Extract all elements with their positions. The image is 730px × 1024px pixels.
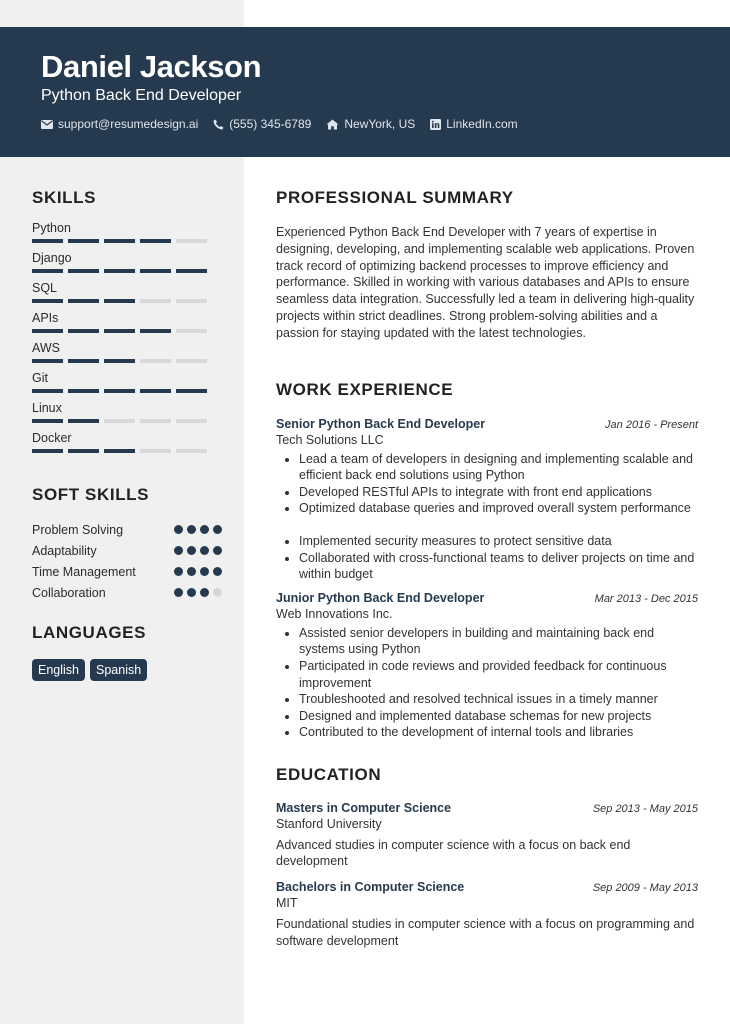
candidate-name: Daniel Jackson — [41, 49, 262, 84]
skill-name: Linux — [32, 401, 62, 415]
skill-level-segment — [140, 359, 171, 363]
job-bullet: • Developed RESTful APIs to integrate with front end applications — [299, 484, 698, 501]
skill-level-segment — [68, 269, 99, 273]
school-name: Stanford University — [276, 816, 382, 831]
skill-level-bar — [32, 329, 222, 333]
skill-level-segment — [140, 449, 171, 453]
skill-level-segment — [176, 449, 207, 453]
skill-level-segment — [104, 239, 135, 243]
soft-skill-item — [32, 585, 222, 601]
skill-level-segment — [32, 299, 63, 303]
soft-skill-name: Time Management — [32, 565, 136, 579]
skill-level-segment — [104, 389, 135, 393]
rating-dot — [213, 525, 222, 534]
skill-item — [32, 281, 222, 311]
education-dates: Sep 2009 - May 2013 — [592, 882, 698, 895]
soft-skill-rating — [174, 525, 222, 538]
skill-level-segment — [104, 359, 135, 363]
contact-bar — [41, 117, 518, 131]
skill-level-segment — [68, 359, 99, 363]
skill-level-segment — [104, 329, 135, 333]
job-bullet: • Troubleshooted and resolved technical issues in a timely manner — [299, 691, 698, 708]
contact-phone-text: (555) 345-6789 — [229, 117, 312, 131]
soft-skills-list — [32, 522, 222, 601]
job-entry — [276, 417, 698, 583]
skill-level-segment — [104, 419, 135, 423]
skill-level-bar — [32, 359, 222, 363]
education-heading: EDUCATION — [276, 764, 382, 784]
contact-location — [326, 117, 415, 131]
soft-skill-name: Collaboration — [32, 586, 106, 600]
job-bullet: • Contributed to the development of internal tools and libraries — [299, 724, 698, 741]
job-bullet: • Optimized database queries and improved overall system performance — [299, 500, 698, 517]
job-bullets — [276, 625, 698, 741]
skill-level-segment — [140, 239, 171, 243]
job-title: Junior Python Back End Developer — [276, 590, 485, 605]
skill-item — [32, 401, 222, 431]
skill-level-bar — [32, 239, 222, 243]
skill-level-segment — [140, 329, 171, 333]
contact-phone[interactable] — [213, 117, 311, 131]
language-tag-spanish: Spanish — [90, 659, 147, 681]
skill-level-segment — [32, 329, 63, 333]
degree-title: Bachelors in Computer Science — [276, 880, 465, 895]
rating-dot — [200, 567, 209, 576]
skill-level-segment — [104, 299, 135, 303]
skill-item — [32, 371, 222, 401]
skill-level-segment — [68, 329, 99, 333]
contact-linkedin-text: LinkedIn.com — [446, 117, 518, 131]
job-bullet: • Designed and implemented database schemas for new projects — [299, 708, 698, 725]
job-bullet: • Participated in code reviews and provided feedback for continuous improvement — [299, 658, 698, 691]
rating-dot — [187, 567, 196, 576]
rating-dot — [174, 567, 183, 576]
job-dates: Mar 2013 - Dec 2015 — [594, 592, 698, 605]
education-description: Foundational studies in computer science with a focus on programming and software development — [276, 917, 695, 948]
soft-skill-item — [32, 543, 222, 559]
skills-heading: SKILLS — [32, 188, 97, 207]
skill-level-bar — [32, 419, 222, 423]
skill-item — [32, 341, 222, 371]
skill-name: Python — [32, 221, 71, 235]
job-bullet: • Lead a team of developers in designing and implementing scalable and efficient back end solutions using Python — [299, 451, 698, 484]
rating-dot — [187, 525, 196, 534]
skill-level-segment — [176, 389, 207, 393]
rating-dot — [200, 588, 209, 597]
skills-list — [32, 221, 222, 461]
skill-level-segment — [68, 299, 99, 303]
summary-text: Experienced Python Back End Developer with 7 years of expertise in designing, developing, and implementing scalable web applications. Proven track record of optimizing backend processes to improve efficiency and performance. Skilled in working with various databases and APIs to ensure seamless data integration. Successfully led a team in delivering high-quality projects within strict deadlines. Strong problem-solving abilities and a passion for staying updated with the latest technologies. — [276, 225, 695, 340]
skill-level-segment — [32, 359, 63, 363]
phone-icon — [213, 119, 224, 130]
skill-level-segment — [176, 299, 207, 303]
skill-level-bar — [32, 269, 222, 273]
job-company: Web Innovations Inc. — [276, 606, 393, 621]
main-content — [276, 188, 698, 949]
rating-dot — [213, 546, 222, 555]
skill-item — [32, 431, 222, 461]
job-bullets — [276, 451, 698, 583]
skill-level-bar — [32, 299, 222, 303]
skill-level-segment — [32, 419, 63, 423]
job-entry — [276, 591, 698, 741]
soft-skill-rating — [174, 567, 222, 580]
degree-title: Masters in Computer Science — [276, 800, 452, 815]
skill-level-segment — [68, 449, 99, 453]
envelope-icon — [41, 120, 53, 129]
job-bullet: • Collaborated with cross-functional teams to deliver projects on time and within budget — [299, 550, 698, 583]
skill-level-segment — [140, 419, 171, 423]
skill-level-segment — [104, 449, 135, 453]
skill-item — [32, 251, 222, 281]
job-bullet: • Implemented security measures to protect sensitive data — [299, 533, 698, 550]
skill-level-segment — [32, 239, 63, 243]
rating-dot — [174, 546, 183, 555]
education-entry — [276, 801, 698, 870]
skill-level-segment — [140, 269, 171, 273]
soft-skill-item — [32, 522, 222, 538]
contact-location-text: NewYork, US — [344, 117, 416, 131]
skill-level-segment — [176, 359, 207, 363]
skill-level-segment — [176, 419, 207, 423]
skill-level-bar — [32, 389, 222, 393]
soft-skill-name: Adaptability — [32, 544, 97, 558]
sidebar — [32, 188, 222, 681]
soft-skill-item — [32, 564, 222, 580]
rating-dot — [187, 546, 196, 555]
contact-linkedin[interactable] — [430, 117, 517, 131]
candidate-role: Python Back End Developer — [41, 87, 242, 104]
skill-level-segment — [176, 329, 207, 333]
skill-level-segment — [32, 449, 63, 453]
work-heading: WORK EXPERIENCE — [276, 379, 454, 399]
skill-level-segment — [68, 419, 99, 423]
soft-skill-name: Problem Solving — [32, 523, 124, 537]
skill-level-segment — [68, 389, 99, 393]
skill-name: SQL — [32, 281, 58, 295]
skill-level-segment — [32, 269, 63, 273]
rating-dot — [187, 588, 196, 597]
home-icon — [326, 119, 339, 130]
skill-name: APIs — [32, 311, 59, 325]
soft-skill-rating — [174, 546, 222, 559]
language-tag-english: English — [32, 659, 85, 681]
skill-name: Git — [32, 371, 48, 385]
rating-dot — [200, 546, 209, 555]
job-title: Senior Python Back End Developer — [276, 416, 486, 431]
language-tags — [32, 659, 222, 681]
skill-level-segment — [68, 239, 99, 243]
skill-level-segment — [104, 269, 135, 273]
soft-skills-heading: SOFT SKILLS — [32, 485, 150, 504]
resume-header — [0, 27, 730, 157]
skill-level-segment — [140, 389, 171, 393]
skill-level-segment — [176, 269, 207, 273]
skill-item — [32, 311, 222, 341]
job-bullet: • Assisted senior developers in building and maintaining back end systems using Python — [299, 625, 698, 658]
contact-email[interactable] — [41, 117, 198, 131]
rating-dot — [174, 525, 183, 534]
school-name: MIT — [276, 896, 298, 911]
skill-item — [32, 221, 222, 251]
skill-name: Docker — [32, 431, 72, 445]
rating-dot — [174, 588, 183, 597]
education-entry — [276, 880, 698, 949]
skill-name: AWS — [32, 341, 61, 355]
soft-skill-rating — [174, 588, 222, 601]
skill-level-segment — [140, 299, 171, 303]
rating-dot — [213, 567, 222, 576]
skill-level-bar — [32, 449, 222, 453]
linkedin-icon — [430, 119, 441, 130]
job-dates: Jan 2016 - Present — [605, 418, 698, 431]
contact-email-text: support@resumedesign.ai — [58, 117, 199, 131]
rating-dot — [200, 525, 209, 534]
rating-dot — [213, 588, 222, 597]
languages-heading: LANGUAGES — [32, 623, 147, 642]
skill-name: Django — [32, 251, 72, 265]
education-description: Advanced studies in computer science with a focus on back end development — [276, 837, 631, 869]
skill-level-segment — [176, 239, 207, 243]
summary-heading: PROFESSIONAL SUMMARY — [276, 188, 514, 207]
skill-level-segment — [32, 389, 63, 393]
job-company: Tech Solutions LLC — [276, 432, 384, 447]
education-dates: Sep 2013 - May 2015 — [592, 802, 698, 815]
